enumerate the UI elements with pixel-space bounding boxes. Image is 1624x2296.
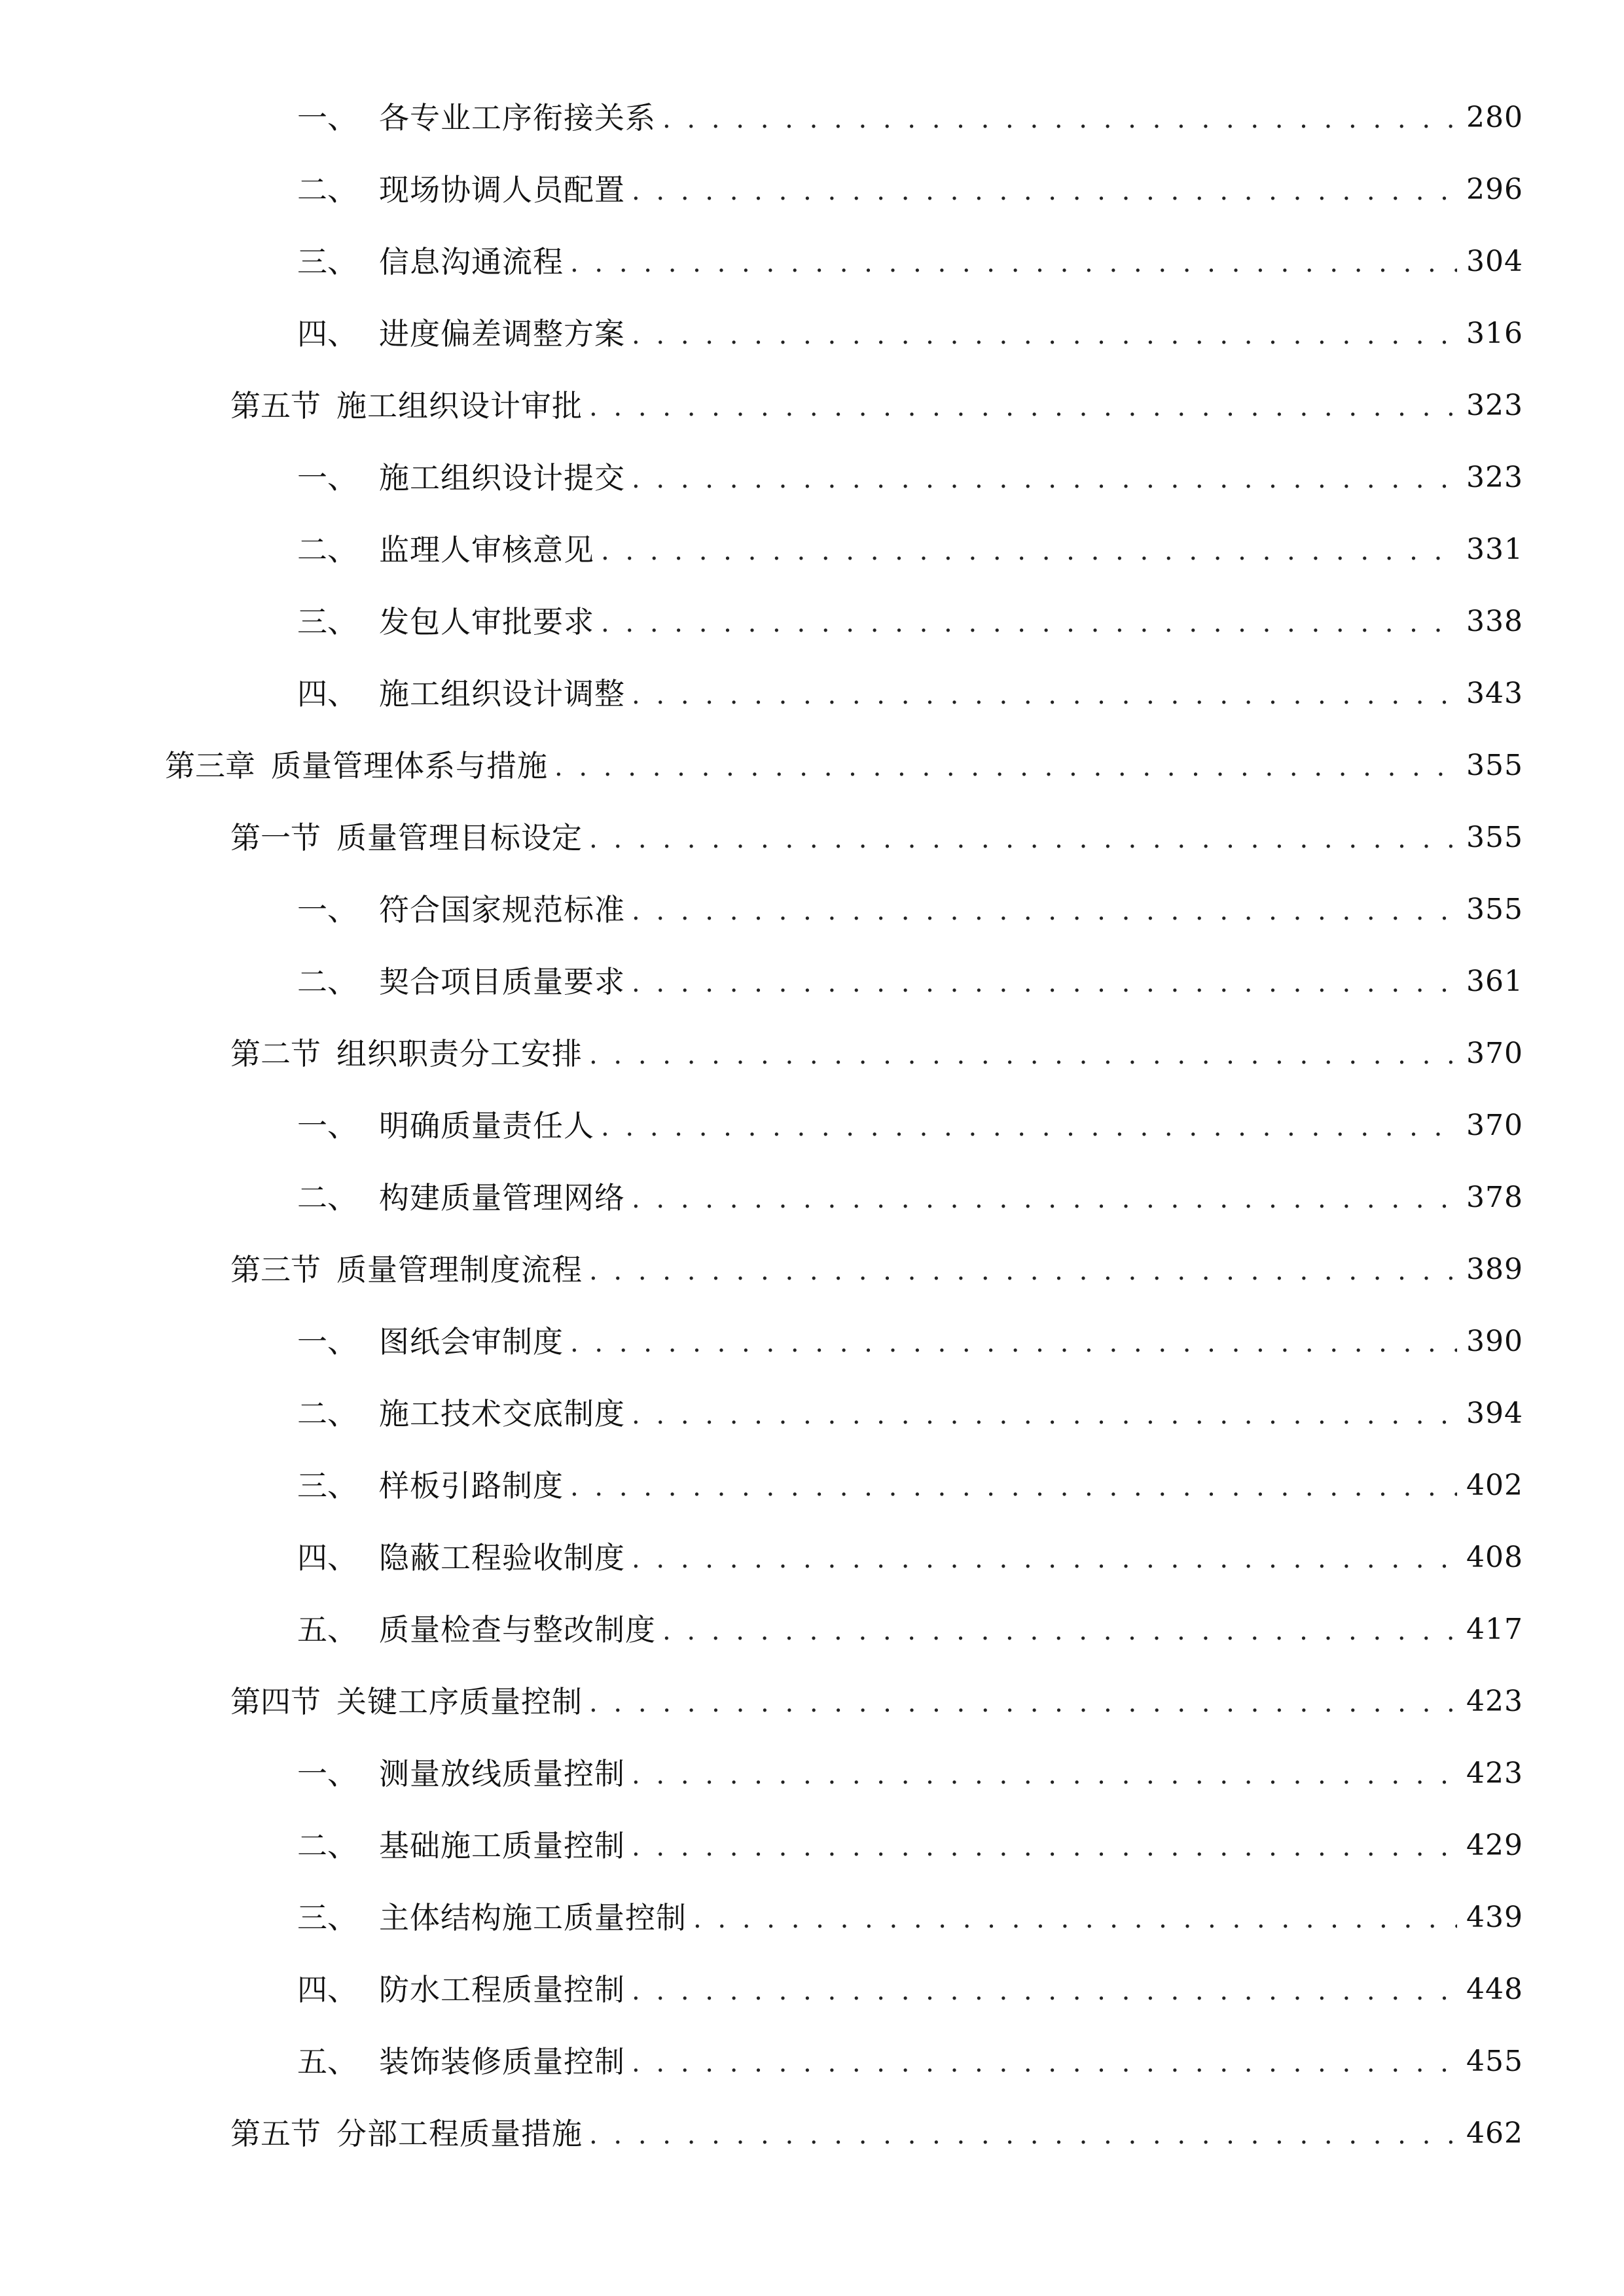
toc-entry-number: 第二节	[230, 1036, 321, 1071]
toc-entry-title: 质量检查与整改制度	[379, 1612, 656, 1647]
toc-entry-number: 第四节	[230, 1684, 321, 1719]
dot-leader	[632, 1388, 1457, 1440]
toc-entry[interactable]	[297, 596, 1523, 648]
dot-leader	[632, 2036, 1457, 2088]
toc-entry-number: 第三章	[165, 748, 255, 783]
toc-entry-page: 355	[1466, 821, 1523, 854]
toc-entry-page: 331	[1466, 533, 1523, 566]
toc-entry-number: 四、	[297, 316, 357, 351]
dot-leader	[601, 1100, 1457, 1152]
toc-entry-title: 施工组织设计调整	[379, 676, 625, 711]
toc-entry[interactable]	[297, 1460, 1523, 1512]
toc-entry-number: 二、	[297, 1396, 357, 1431]
toc-entry-title: 发包人审批要求	[379, 604, 594, 639]
toc-entry[interactable]	[297, 308, 1523, 360]
toc-entry-number: 三、	[297, 244, 357, 279]
toc-entry-page: 429	[1466, 1829, 1523, 1862]
toc-entry-page: 355	[1466, 749, 1523, 782]
toc-entry-page: 402	[1466, 1469, 1523, 1502]
toc-entry[interactable]	[297, 236, 1523, 288]
toc-entry-number: 五、	[297, 2044, 357, 2079]
dot-leader	[589, 1244, 1457, 1296]
toc-entry-title: 施工组织设计审批	[336, 388, 583, 423]
toc-entry-page: 423	[1466, 1685, 1523, 1718]
toc-section-entry[interactable]	[230, 1244, 1523, 1296]
toc-entry-number: 一、	[297, 1324, 357, 1359]
dot-leader	[632, 1748, 1457, 1800]
toc-entry-number: 一、	[297, 100, 357, 135]
toc-entry-title: 组织职责分工安排	[336, 1036, 583, 1071]
toc-entry-title: 施工组织设计提交	[379, 460, 625, 495]
toc-entry[interactable]	[297, 1820, 1523, 1872]
toc-entry[interactable]	[297, 1532, 1523, 1584]
toc-entry-page: 361	[1466, 965, 1523, 998]
dot-leader	[632, 164, 1457, 216]
toc-entry-title: 现场协调人员配置	[379, 172, 625, 207]
toc-entry-number: 三、	[297, 604, 357, 639]
toc-entry[interactable]	[297, 1748, 1523, 1800]
dot-leader	[693, 1892, 1457, 1944]
toc-entry-number: 第一节	[230, 820, 321, 855]
toc-entry-page: 304	[1466, 245, 1523, 278]
toc-entry-title: 构建质量管理网络	[379, 1180, 625, 1215]
toc-entry-number: 一、	[297, 1108, 357, 1143]
toc-entry-title: 防水工程质量控制	[379, 1972, 625, 2007]
toc-entry-number: 一、	[297, 1756, 357, 1791]
dot-leader	[589, 2108, 1457, 2160]
dot-leader	[632, 1532, 1457, 1584]
toc-entry-number: 三、	[297, 1900, 357, 1935]
toc-entry-number: 三、	[297, 1468, 357, 1503]
dot-leader	[601, 524, 1457, 576]
toc-entry-title: 主体结构施工质量控制	[379, 1900, 687, 1935]
toc-entry-number: 二、	[297, 172, 357, 207]
toc-entry-page: 323	[1466, 389, 1523, 422]
toc-entry[interactable]	[297, 524, 1523, 576]
dot-leader	[632, 1964, 1457, 2016]
toc-entry-title: 图纸会审制度	[379, 1324, 564, 1359]
toc-section-entry[interactable]	[230, 2108, 1523, 2160]
toc-entry-page: 370	[1466, 1109, 1523, 1142]
dot-leader	[589, 380, 1457, 432]
toc-entry[interactable]	[297, 1100, 1523, 1152]
toc-entry-page: 408	[1466, 1541, 1523, 1574]
toc-entry-page: 378	[1466, 1181, 1523, 1214]
toc-entry-number: 二、	[297, 532, 357, 567]
dot-leader	[570, 1460, 1457, 1512]
toc-entry-page: 316	[1466, 317, 1523, 350]
dot-leader	[632, 1172, 1457, 1224]
dot-leader	[662, 1604, 1457, 1656]
toc-entry-page: 417	[1466, 1613, 1523, 1646]
toc-entry[interactable]	[297, 1172, 1523, 1224]
toc-entry-title: 符合国家规范标准	[379, 892, 625, 927]
dot-leader	[570, 1316, 1457, 1368]
toc-chapter-entry[interactable]	[165, 740, 1523, 792]
toc-entry-page: 338	[1466, 605, 1523, 638]
dot-leader	[589, 1676, 1457, 1728]
toc-entry-title: 明确质量责任人	[379, 1108, 594, 1143]
toc-entry[interactable]	[297, 164, 1523, 216]
toc-entry-page: 455	[1466, 2045, 1523, 2078]
dot-leader	[601, 596, 1457, 648]
toc-entry-title: 监理人审核意见	[379, 532, 594, 567]
dot-leader	[632, 956, 1457, 1008]
toc-entry-page: 448	[1466, 1973, 1523, 2006]
toc-entry[interactable]	[297, 1892, 1523, 1944]
toc-section-entry[interactable]	[230, 1028, 1523, 1080]
dot-leader	[589, 812, 1457, 864]
toc-entry[interactable]	[297, 1604, 1523, 1656]
toc-entry-number: 一、	[297, 460, 357, 495]
toc-entry-number: 二、	[297, 1180, 357, 1215]
toc-entry-number: 四、	[297, 1972, 357, 2007]
toc-entry-page: 370	[1466, 1037, 1523, 1070]
toc-section-entry[interactable]	[230, 380, 1523, 432]
toc-entry[interactable]	[297, 452, 1523, 504]
toc-entry-number: 四、	[297, 1540, 357, 1575]
toc-entry[interactable]	[297, 956, 1523, 1008]
toc-entry-page: 323	[1466, 461, 1523, 494]
toc-entry-title: 隐蔽工程验收制度	[379, 1540, 625, 1575]
toc-entry-title: 质量管理目标设定	[336, 820, 583, 855]
toc-entry-title: 关键工序质量控制	[336, 1684, 583, 1719]
toc-entry-page: 296	[1466, 173, 1523, 206]
toc-entry-number: 二、	[297, 1828, 357, 1863]
toc-entry-title: 质量管理体系与措施	[271, 748, 548, 783]
dot-leader	[632, 884, 1457, 936]
toc-entry-title: 施工技术交底制度	[379, 1396, 625, 1431]
dot-leader	[589, 1028, 1457, 1080]
toc-entry-number: 第三节	[230, 1252, 321, 1287]
dot-leader	[662, 92, 1457, 144]
toc-entry[interactable]	[297, 92, 1523, 144]
toc-entry-number: 一、	[297, 892, 357, 927]
toc-entry-number: 五、	[297, 1612, 357, 1647]
dot-leader	[570, 236, 1457, 288]
toc-entry-page: 439	[1466, 1901, 1523, 1934]
toc-entry-page: 394	[1466, 1397, 1523, 1430]
toc-entry-page: 390	[1466, 1325, 1523, 1358]
toc-section-entry[interactable]	[230, 1676, 1523, 1728]
toc-entry[interactable]	[297, 2036, 1523, 2088]
toc-entry[interactable]	[297, 1964, 1523, 2016]
dot-leader	[632, 452, 1457, 504]
toc-entry[interactable]	[297, 1388, 1523, 1440]
toc-entry-title: 质量管理制度流程	[336, 1252, 583, 1287]
toc-entry[interactable]	[297, 1316, 1523, 1368]
toc-entry-page: 355	[1466, 893, 1523, 926]
toc-entry-title: 契合项目质量要求	[379, 964, 625, 999]
dot-leader	[632, 1820, 1457, 1872]
toc-entry-title: 分部工程质量措施	[336, 2116, 583, 2151]
toc-entry-title: 测量放线质量控制	[379, 1756, 625, 1791]
toc-entry-page: 389	[1466, 1253, 1523, 1286]
toc-entry[interactable]	[297, 668, 1523, 720]
toc-entry-number: 第五节	[230, 388, 321, 423]
toc-entry-title: 样板引路制度	[379, 1468, 564, 1503]
toc-entry-page: 343	[1466, 677, 1523, 710]
toc-entry-page: 280	[1466, 101, 1523, 134]
toc-entry-number: 四、	[297, 676, 357, 711]
dot-leader	[554, 740, 1457, 792]
toc-entry-number: 第五节	[230, 2116, 321, 2151]
toc-entry-page: 462	[1466, 2117, 1523, 2150]
toc-entry-title: 各专业工序衔接关系	[379, 100, 656, 135]
toc-entry-page: 423	[1466, 1757, 1523, 1790]
toc-entry[interactable]	[297, 884, 1523, 936]
toc-section-entry[interactable]	[230, 812, 1523, 864]
toc-entry-title: 进度偏差调整方案	[379, 316, 625, 351]
toc-entry-title: 信息沟通流程	[379, 244, 564, 279]
toc-entry-number: 二、	[297, 964, 357, 999]
toc-entry-title: 装饰装修质量控制	[379, 2044, 625, 2079]
dot-leader	[632, 308, 1457, 360]
toc-entry-title: 基础施工质量控制	[379, 1828, 625, 1863]
dot-leader	[632, 668, 1457, 720]
